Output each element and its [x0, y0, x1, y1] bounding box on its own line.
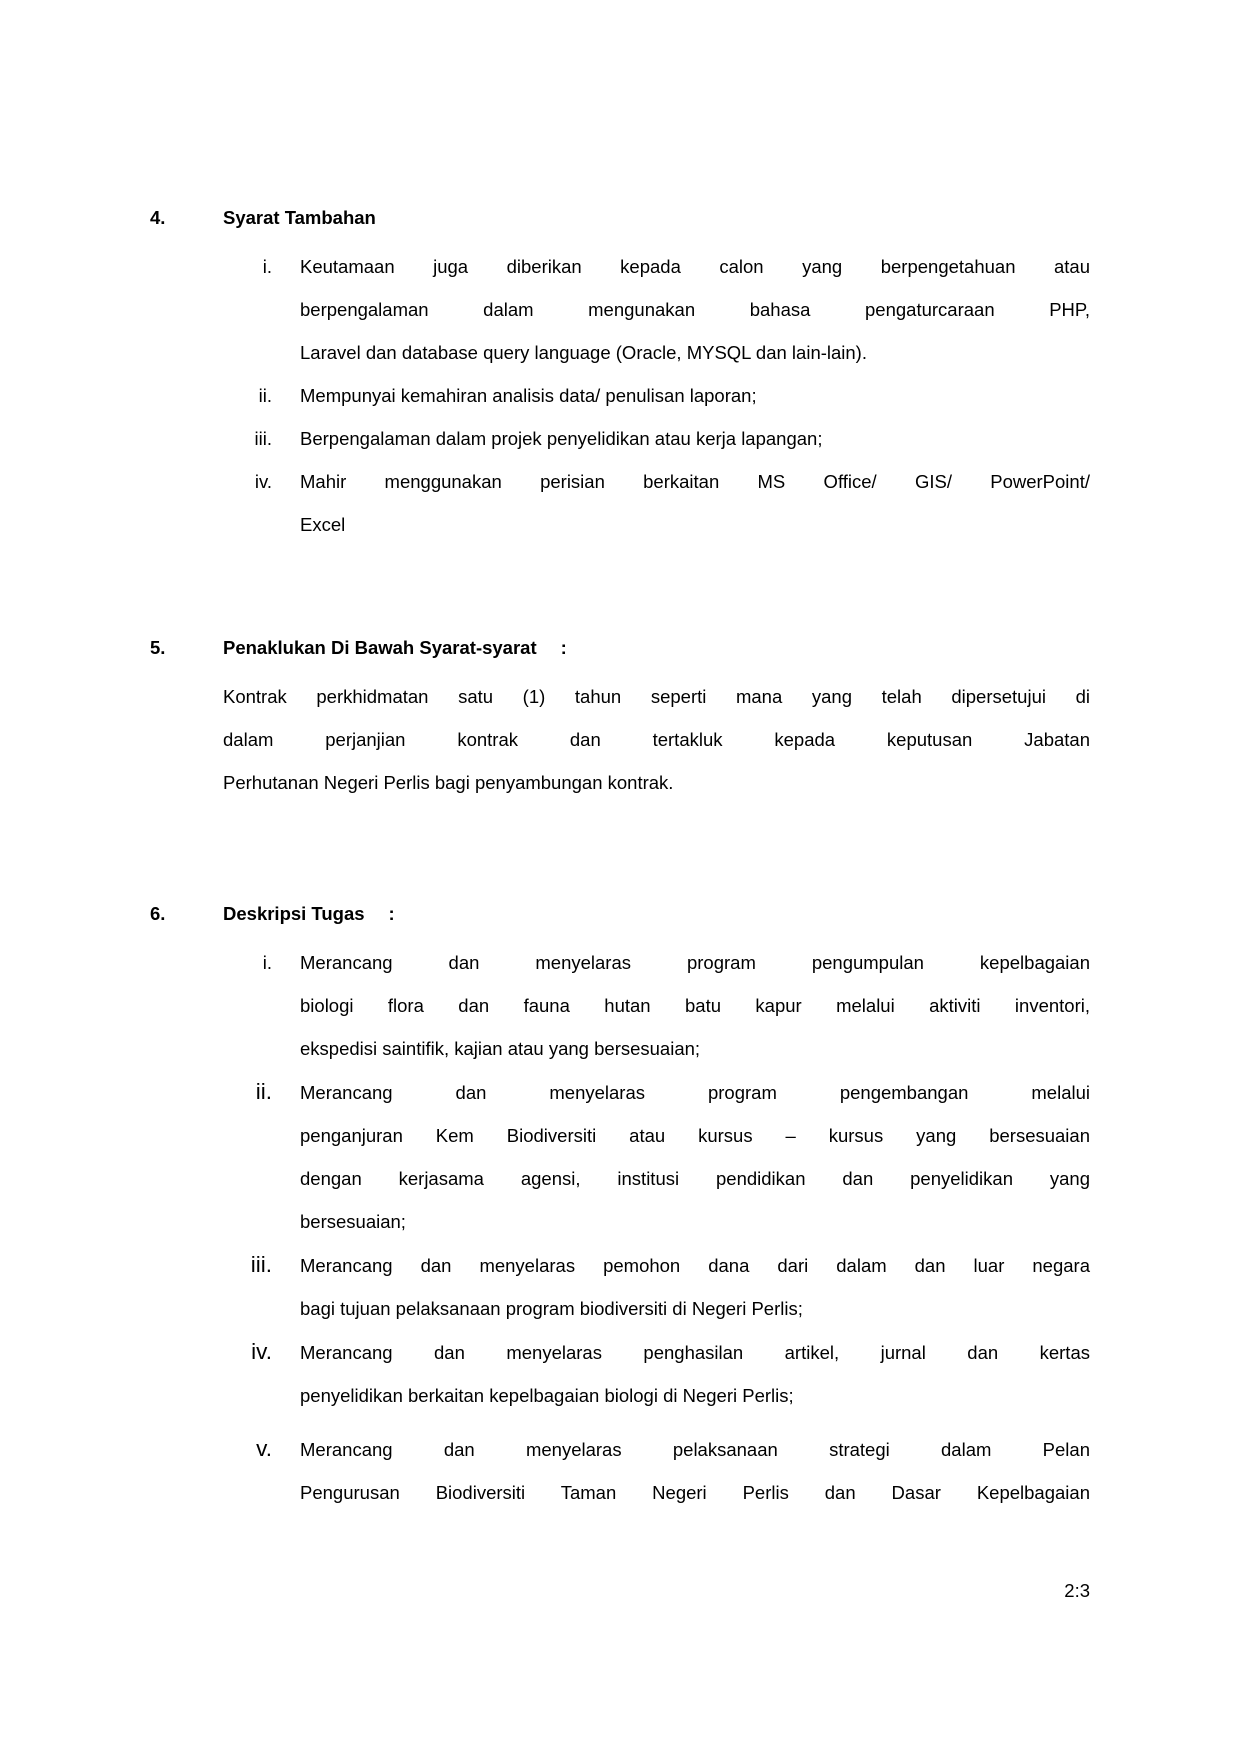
list-item: [150, 245, 1090, 374]
list-item-text: [300, 374, 1090, 417]
list-marker: v.: [256, 1436, 272, 1461]
text-line: penyelidikan berkaitan kepelbagaian biologi di Negeri Perlis;: [300, 1385, 794, 1406]
list-marker: i.: [262, 952, 272, 973]
list-marker: iv.: [251, 1339, 272, 1364]
list-item-text: [300, 1244, 1090, 1330]
list-marker: iv.: [254, 471, 272, 492]
text-line: Kontrak perkhidmatan satu (1) tahun seperti mana yang telah dipersetujui di: [223, 686, 1090, 707]
page-number: 2:3: [1064, 1580, 1090, 1601]
text-line: Merancang dan menyelaras penghasilan artikel, jurnal dan kertas: [300, 1342, 1090, 1363]
list-item-text: [300, 460, 1090, 546]
list-marker: ii.: [258, 385, 272, 406]
text-line: Merancang dan menyelaras pelaksanaan strategi dalam Pelan: [300, 1439, 1090, 1460]
text-line: Merancang dan menyelaras pemohon dana dari dalam dan luar negara: [300, 1255, 1090, 1276]
list-marker: iii.: [254, 428, 272, 449]
section-deskripsi-tugas: [150, 892, 1090, 1514]
list-marker: ii.: [255, 1079, 272, 1104]
text-line: ekspedisi saintifik, kajian atau yang bersesuaian;: [300, 1038, 701, 1059]
section-colon: :: [388, 903, 395, 924]
text-line: Keutamaan juga diberikan kepada calon yang berpengetahuan atau: [300, 256, 1090, 277]
text-line: bagi tujuan pelaksanaan program biodiversiti di Negeri Perlis;: [300, 1298, 803, 1319]
section-colon: :: [560, 637, 567, 658]
section-penaklukan: [150, 626, 1090, 804]
list-item: [150, 1070, 1090, 1243]
text-line: penganjuran Kem Biodiversiti atau kursus – kursus yang bersesuaian: [300, 1125, 1090, 1146]
list-item-text: [300, 417, 1090, 460]
text-line: Merancang dan menyelaras program pengumpulan kepelbagaian: [300, 952, 1090, 973]
list: [150, 245, 1090, 546]
list-item-text: [300, 1071, 1090, 1243]
list: [150, 941, 1090, 1514]
list-marker: iii.: [250, 1252, 272, 1277]
section-title-text: Deskripsi Tugas: [223, 903, 365, 924]
text-line: Pengurusan Biodiversiti Taman Negeri Perlis dan Dasar Kepelbagaian: [300, 1482, 1090, 1503]
text-line: dalam perjanjian kontrak dan tertakluk kepada keputusan Jabatan: [223, 729, 1090, 750]
text-line: biologi flora dan fauna hutan batu kapur melalui aktiviti inventori,: [300, 995, 1090, 1016]
section-number: 6.: [150, 903, 166, 924]
section-heading: [150, 196, 1090, 239]
section-number: 4.: [150, 207, 166, 228]
list-item: [150, 1243, 1090, 1330]
section-title: [223, 196, 400, 239]
section-heading: [150, 626, 1090, 669]
list-item: [150, 1427, 1090, 1514]
list-item-text: [300, 941, 1090, 1070]
list-item: [150, 1330, 1090, 1417]
list-item: [150, 417, 1090, 460]
text-line: Berpengalaman dalam projek penyelidikan atau kerja lapangan;: [300, 428, 823, 449]
text-line: berpengalaman dalam mengunakan bahasa pengaturcaraan PHP,: [300, 299, 1090, 320]
list-item: [150, 460, 1090, 546]
text-line: Mempunyai kemahiran analisis data/ penulisan laporan;: [300, 385, 757, 406]
list-item-text: [300, 1331, 1090, 1417]
text-line: Laravel dan database query language (Oracle, MYSQL dan lain-lain).: [300, 342, 867, 363]
section-number: 5.: [150, 637, 166, 658]
text-line: bersesuaian;: [300, 1211, 406, 1232]
section-heading: [150, 892, 1090, 935]
section-title-text: Syarat Tambahan: [223, 207, 376, 228]
text-line: Merancang dan menyelaras program pengembangan melalui: [300, 1082, 1090, 1103]
list-item-text: [300, 1428, 1090, 1514]
text-line: dengan kerjasama agensi, institusi pendidikan dan penyelidikan yang: [300, 1168, 1090, 1189]
section-title: [223, 892, 395, 935]
section-syarat-tambahan: [150, 196, 1090, 546]
text-line: Excel: [300, 514, 346, 535]
section-title-text: Penaklukan Di Bawah Syarat-syarat: [223, 637, 537, 658]
list-item: [150, 941, 1090, 1070]
list-marker: i.: [262, 256, 272, 277]
text-line: Mahir menggunakan perisian berkaitan MS Office/ GIS/ PowerPoint/: [300, 471, 1090, 492]
list-item: [150, 374, 1090, 417]
section-title: [223, 626, 567, 669]
paragraph: [223, 675, 1090, 804]
list-item-text: [300, 245, 1090, 374]
text-line: Perhutanan Negeri Perlis bagi penyambungan kontrak.: [223, 772, 674, 793]
